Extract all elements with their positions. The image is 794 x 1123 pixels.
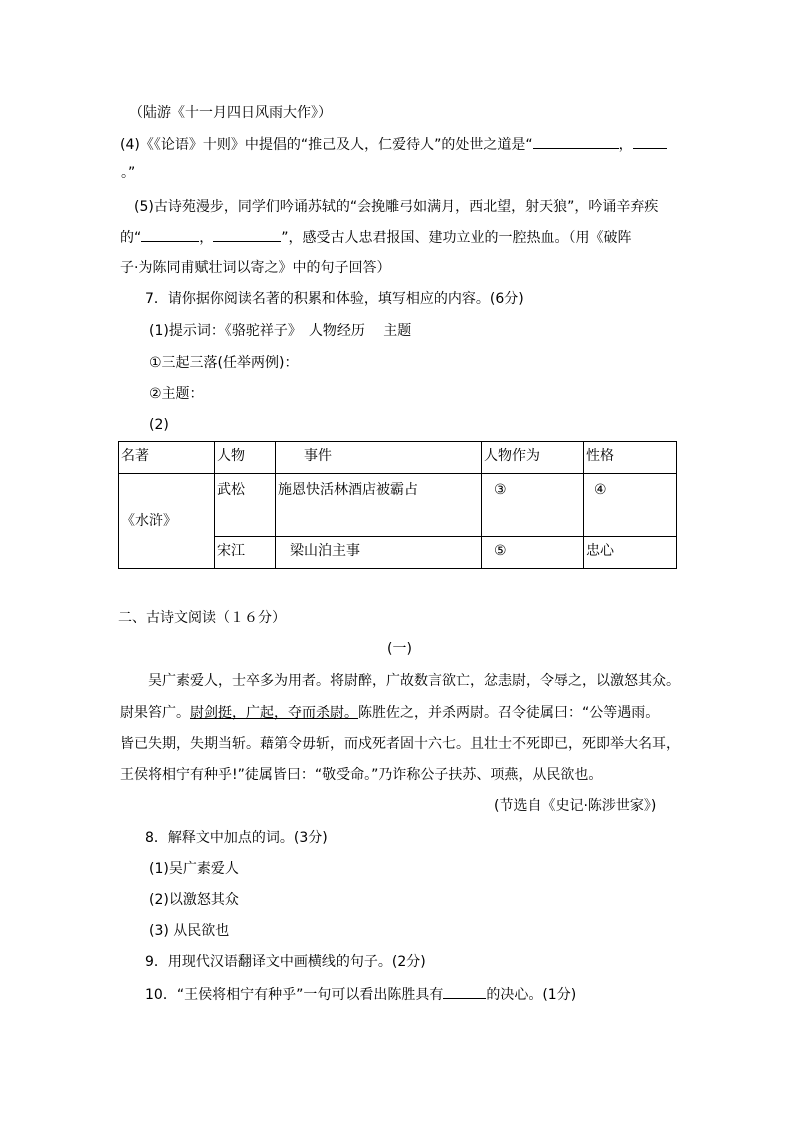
header-event: 事件 <box>276 442 482 474</box>
cell-event: 施恩快活林酒店被霸占 <box>276 474 482 537</box>
question-8-2: (2)以激怒其众 <box>149 892 239 908</box>
question-7-2: (2) <box>149 417 169 433</box>
section-2-title: 二、古诗文阅读（１６分） <box>118 610 286 626</box>
cell-trait[interactable]: ④ <box>584 474 677 537</box>
question-8: 8．解释文中加点的词。(3分) <box>145 830 328 846</box>
question-5-line3: 子·为陈同甫赋壮词以寄之》中的句子回答） <box>120 260 391 276</box>
cell-person: 武松 <box>215 474 276 537</box>
question-10-suffix: 的决心。(1分) <box>486 987 577 1003</box>
header-trait: 性格 <box>584 442 677 474</box>
question-5-line2 <box>120 227 632 248</box>
poem-source: （陆游《十一月四日风雨大作》） <box>129 105 332 121</box>
question-5-suffix: ”，感受古人忠君报国、建功立业的一腔热血。（用《破阵 <box>281 230 632 246</box>
answer-blank[interactable] <box>213 227 281 242</box>
passage-text: 陈胜佐之，并杀两尉。召令徒属曰：“公等遇雨。 <box>358 705 660 721</box>
cell-deed[interactable]: ⑤ <box>482 537 584 569</box>
question-7-1a: ①三起三落(任举两例)： <box>149 355 299 371</box>
question-8-3: (3) 从民欲也 <box>149 923 230 939</box>
table-header-row <box>119 442 677 474</box>
underlined-sentence: 尉剑挺，广起，夺而杀尉。 <box>190 705 358 721</box>
passage-text: 尉果笞广。 <box>120 705 190 721</box>
question-10-text: 10．“王侯将相宁有种乎”一句可以看出陈胜具有 <box>145 987 444 1003</box>
question-7-1: (1)提示词：《骆驼祥子》 人物经历 主题 <box>149 323 412 339</box>
question-10 <box>145 984 576 1005</box>
passage-line-1: 吴广素爱人，士卒多为用者。将尉醉，广故数言欲亡，忿恚尉，令辱之，以激怒其众。 <box>148 673 680 689</box>
comma: ， <box>199 230 214 246</box>
question-4 <box>120 134 667 155</box>
passage-line-2 <box>120 703 659 723</box>
classics-table <box>118 441 677 569</box>
answer-blank[interactable] <box>533 134 619 149</box>
cell-event: 梁山泊主事 <box>276 537 482 569</box>
table-row <box>119 474 677 537</box>
header-deed: 人物作为 <box>482 442 584 474</box>
cell-trait: 忠心 <box>584 537 677 569</box>
answer-blank[interactable] <box>443 984 486 999</box>
question-5-de: 的“ <box>120 230 142 246</box>
comma: ， <box>618 137 633 153</box>
cell-book: 《水浒》 <box>119 474 215 569</box>
answer-blank[interactable] <box>141 227 199 242</box>
question-4-end: 。” <box>121 165 136 181</box>
header-person: 人物 <box>215 442 276 474</box>
question-8-1: (1)吴广素爱人 <box>149 861 239 877</box>
cell-deed[interactable]: ③ <box>482 474 584 537</box>
section-2-subtitle: (一) <box>387 641 412 657</box>
passage-source: (节选自《史记·陈涉世家》) <box>494 798 657 814</box>
cell-person: 宋江 <box>215 537 276 569</box>
question-7-title: 7．请你据你阅读名著的积累和体验，填写相应的内容。(6分) <box>145 291 524 307</box>
question-9: 9．用现代汉语翻译文中画横线的句子。(2分) <box>145 954 426 970</box>
question-7-1b: ②主题： <box>149 386 204 402</box>
question-5: (5)古诗苑漫步，同学们吟诵苏轼的“会挽雕弓如满月，西北望，射天狼”，吟诵辛弃疾 <box>134 199 659 215</box>
passage-line-4: 王侯将相宁有种乎!”徒属皆曰：“敬受命。”乃诈称公子扶苏、项燕，从民欲也。 <box>120 767 603 783</box>
passage-line-3: 皆已失期，失期当斩。藉第令毋斩，而戍死者固十六七。且壮士不死即已，死即举大名耳， <box>120 736 680 752</box>
answer-blank[interactable] <box>633 134 667 149</box>
question-4-text: (4)《《论语》十则》中提倡的“推己及人，仁爱待人”的处世之道是“ <box>120 137 533 153</box>
header-book: 名著 <box>119 442 215 474</box>
